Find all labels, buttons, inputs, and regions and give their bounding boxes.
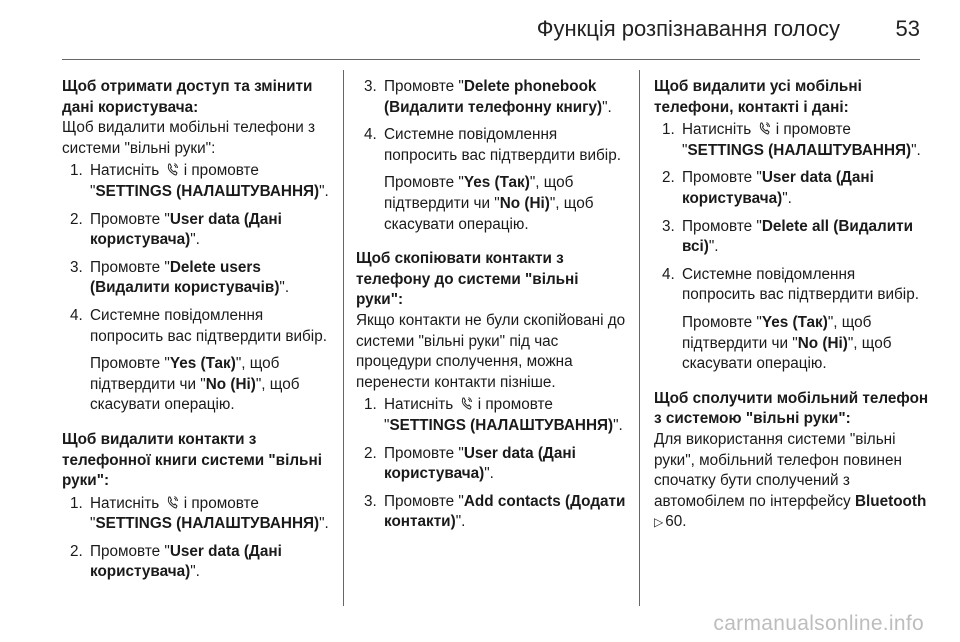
- voice-command: User data (Дані користувача): [682, 169, 874, 207]
- step-text: ".: [484, 465, 494, 483]
- column-1: [62, 77, 330, 597]
- step-text: Системне повідомлення попросить вас підтвердити вибір.: [682, 265, 919, 304]
- step-text: Промовте ": [384, 78, 464, 95]
- voice-command: User data (Дані користувача): [90, 542, 282, 581]
- column-2: [356, 77, 628, 547]
- step-number: 1.: [70, 494, 83, 512]
- section-intro: Якщо контакти не були скопійовані до системи "вільні руки" під час процедури сполучення, можна перенести контакти пізніше.: [356, 311, 626, 391]
- step-number: 4.: [662, 265, 675, 283]
- step-text: ".: [319, 515, 329, 533]
- step-text: Промовте ": [90, 210, 170, 228]
- step-number: 3.: [364, 78, 377, 95]
- voice-command: SETTINGS (НАЛАШТУВАННЯ): [95, 182, 320, 200]
- step-text: і промовте ": [384, 396, 553, 434]
- voice-command: No (Ні): [205, 375, 256, 393]
- voice-control-icon: [166, 163, 178, 177]
- step-number: 1.: [662, 121, 675, 139]
- steps-list: [654, 120, 929, 375]
- list-item: [62, 306, 330, 416]
- step-text: Промовте ": [384, 492, 464, 510]
- list-item: [654, 265, 929, 375]
- step-text: Промовте ": [384, 444, 464, 462]
- step-text: ".: [279, 279, 290, 297]
- section-delete-contacts: [62, 430, 330, 583]
- voice-command: User data (Дані користувача): [90, 210, 282, 249]
- step-text: ".: [190, 563, 200, 581]
- step-number: 3.: [364, 492, 377, 510]
- step-number: 2.: [70, 210, 83, 228]
- steps-list: [356, 77, 628, 235]
- section-copy-contacts: [356, 249, 628, 533]
- section-delete-all: [654, 77, 929, 375]
- step-substep: [384, 173, 628, 235]
- voice-command: Yes (Так): [463, 174, 530, 192]
- step-number: 3.: [70, 258, 83, 276]
- step-number: 3.: [662, 217, 675, 235]
- step-number: 1.: [364, 396, 377, 414]
- step-number: 2.: [364, 444, 377, 462]
- step-text: і промовте ": [90, 494, 259, 533]
- list-item: [356, 492, 628, 533]
- column-divider-right: [639, 70, 640, 606]
- step-text: Промовте ": [90, 542, 170, 560]
- step-text: ", щоб скасувати операцію.: [384, 194, 594, 233]
- step-text: Промовте ": [90, 355, 170, 373]
- step-text: Системне повідомлення попросить вас підтвердити вибір.: [384, 126, 621, 164]
- step-text: ".: [911, 141, 921, 159]
- voice-command: Delete users (Видалити користувачів): [90, 258, 280, 297]
- step-text: ", щоб скасувати операцію.: [90, 375, 300, 414]
- step-text: Натисніть: [682, 121, 752, 139]
- steps-list: [356, 395, 628, 533]
- section-edit-user-data: [62, 77, 330, 416]
- voice-command: User data (Дані користувача): [384, 444, 576, 483]
- step-text: ".: [455, 513, 466, 531]
- voice-control-icon: [758, 122, 770, 136]
- step-number: 2.: [662, 169, 675, 187]
- step-text: ".: [782, 189, 792, 207]
- section-intro: [654, 430, 929, 533]
- section-delete-contacts-cont: [356, 77, 628, 235]
- section-pair-phone: [654, 389, 929, 533]
- list-item: [62, 161, 330, 202]
- voice-command: Delete all (Видалити всі): [682, 217, 914, 256]
- list-item: [62, 258, 330, 299]
- step-text: Промовте ": [682, 313, 762, 331]
- voice-command: Yes (Так): [169, 355, 236, 373]
- list-item: [62, 494, 330, 535]
- page-title: Функція розпізнавання голосу: [536, 16, 840, 41]
- section-heading: Щоб видалити усі мобільні телефони, контакті і дані:: [654, 78, 862, 116]
- list-item: [654, 120, 929, 161]
- section-heading: Щоб видалити контакти з телефонної книги системи "вільні руки":: [62, 430, 322, 490]
- step-text: ", щоб підтвердити чи ": [682, 313, 872, 352]
- step-number: 4.: [364, 126, 377, 144]
- step-text: Промовте ": [90, 258, 170, 276]
- list-item: [356, 444, 628, 485]
- section-heading: Щоб скопіювати контакти з телефону до системи "вільні руки":: [356, 250, 579, 309]
- step-text: Промовте ": [384, 174, 464, 192]
- voice-command: SETTINGS (НАЛАШТУВАННЯ): [389, 416, 614, 434]
- intro-text: Для використання системи "вільні руки", мобільний телефон повинен спочатку бути сполучений з автомобілем по інтерфейсу: [654, 430, 902, 510]
- steps-list: [62, 494, 330, 583]
- section-heading: Щоб сполучити мобільний телефон з системою "вільні руки":: [654, 389, 929, 428]
- step-text: ".: [708, 238, 719, 256]
- column-divider-left: [343, 70, 344, 606]
- step-text: ", щоб скасувати операцію.: [682, 334, 892, 373]
- step-number: 1.: [70, 162, 83, 180]
- step-number: 4.: [70, 306, 83, 324]
- list-item: [62, 542, 330, 583]
- column-3: [654, 77, 929, 547]
- step-text: Промовте ": [682, 169, 762, 187]
- step-text: ".: [190, 231, 200, 249]
- step-text: і промовте ": [90, 162, 259, 200]
- step-text: ", щоб підтвердити чи ": [90, 355, 280, 393]
- step-text: Промовте ": [682, 217, 762, 235]
- step-substep: [90, 354, 330, 416]
- header-divider: [62, 59, 920, 60]
- page-reference[interactable]: 60.: [665, 513, 687, 531]
- list-item: [62, 210, 330, 251]
- section-intro: Щоб видалити мобільні телефони з системи "вільні руки":: [62, 119, 316, 157]
- section-heading: Щоб отримати доступ та змінити дані користувача:: [62, 78, 313, 116]
- bluetooth-reference[interactable]: Bluetooth: [854, 492, 927, 510]
- list-item: [356, 77, 628, 118]
- step-text: Натисніть: [384, 396, 454, 414]
- voice-command: Delete phonebook (Видалити телефонну книгу): [384, 78, 603, 116]
- page-reference-arrow-icon: ▷: [654, 515, 664, 530]
- step-text: ".: [319, 182, 329, 200]
- voice-control-icon: [460, 397, 472, 411]
- step-substep: [682, 313, 929, 375]
- step-number: 2.: [70, 542, 83, 560]
- voice-command: No (Ні): [797, 334, 848, 352]
- voice-command: SETTINGS (НАЛАШТУВАННЯ): [687, 141, 912, 159]
- step-text: ".: [602, 98, 612, 116]
- watermark: carmanualsonline.info: [713, 612, 924, 635]
- step-text: Натисніть: [90, 162, 160, 180]
- step-text: ".: [613, 416, 623, 434]
- list-item: [356, 395, 628, 436]
- voice-command: Add contacts (Додати контакти): [384, 492, 626, 531]
- step-text: і промовте ": [682, 121, 851, 159]
- list-item: [654, 168, 929, 209]
- list-item: [654, 217, 929, 258]
- list-item: [356, 125, 628, 235]
- voice-control-icon: [166, 496, 178, 510]
- page-number: 53: [895, 16, 920, 41]
- step-text: Системне повідомлення попросить вас підтвердити вибір.: [90, 306, 327, 345]
- voice-command: SETTINGS (НАЛАШТУВАННЯ): [95, 515, 320, 533]
- step-text: ", щоб підтвердити чи ": [384, 174, 574, 212]
- steps-list: [62, 161, 330, 416]
- voice-command: Yes (Так): [761, 313, 828, 331]
- step-text: Натисніть: [90, 494, 160, 512]
- voice-command: No (Ні): [499, 194, 550, 212]
